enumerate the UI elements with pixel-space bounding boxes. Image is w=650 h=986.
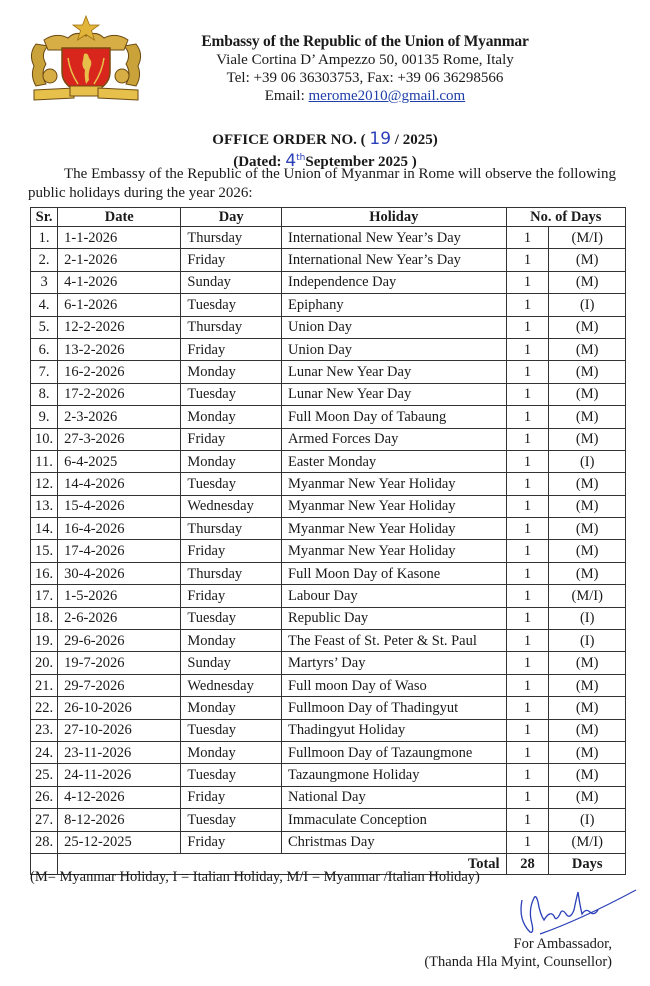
cell-holiday-type: (I) (549, 450, 626, 472)
cell-day-count: 1 (506, 831, 549, 853)
cell-date: 15-4-2026 (58, 495, 181, 517)
cell-holiday: Labour Day (282, 585, 507, 607)
cell-sr: 7. (31, 361, 58, 383)
cell-date: 4-12-2026 (58, 786, 181, 808)
cell-date: 29-7-2026 (58, 674, 181, 696)
cell-holiday-type: (M) (549, 652, 626, 674)
cell-holiday: Christmas Day (282, 831, 507, 853)
office-order-number (0, 130, 650, 149)
table-row (31, 786, 626, 808)
cell-sr: 28. (31, 831, 58, 853)
cell-date: 1-5-2026 (58, 585, 181, 607)
total-unit: Days (549, 853, 626, 874)
table-row (31, 406, 626, 428)
handwritten-signature-icon (500, 880, 640, 940)
cell-holiday-type: (I) (549, 630, 626, 652)
cell-day: Monday (181, 741, 282, 763)
cell-day: Wednesday (181, 674, 282, 696)
cell-sr: 17. (31, 585, 58, 607)
order-title-prefix: OFFICE ORDER NO. ( (212, 132, 370, 148)
cell-date: 6-4-2025 (58, 450, 181, 472)
total-count: 28 (506, 853, 549, 874)
cell-holiday-type: (M) (549, 406, 626, 428)
cell-holiday-type: (M) (549, 786, 626, 808)
cell-holiday: Union Day (282, 338, 507, 360)
cell-day-count: 1 (506, 518, 549, 540)
cell-holiday: Lunar New Year Day (282, 383, 507, 405)
holiday-type-legend: (M= Myanmar Holiday, I = Italian Holiday, M/I = Myanmar /Italian Holiday) (30, 869, 480, 885)
cell-day: Friday (181, 338, 282, 360)
cell-holiday-type: (I) (549, 607, 626, 629)
table-row (31, 674, 626, 696)
cell-date: 17-4-2026 (58, 540, 181, 562)
cell-day: Thursday (181, 518, 282, 540)
cell-holiday: Myanmar New Year Holiday (282, 495, 507, 517)
cell-day-count: 1 (506, 607, 549, 629)
cell-holiday: Fullmoon Day of Thadingyut (282, 697, 507, 719)
handwritten-order-number: 19 (369, 129, 392, 149)
cell-date: 16-2-2026 (58, 361, 181, 383)
embassy-address: Viale Cortina D’ Ampezzo 50, 00135 Rome, Italy (216, 52, 514, 68)
cell-holiday: National Day (282, 786, 507, 808)
total-label: Total (58, 853, 506, 874)
cell-sr: 6. (31, 338, 58, 360)
cell-day: Monday (181, 406, 282, 428)
cell-day: Sunday (181, 652, 282, 674)
cell-day-count: 1 (506, 674, 549, 696)
dated-prefix: (Dated: (233, 154, 286, 170)
holiday-table (30, 207, 626, 875)
embassy-phone-fax: Tel: +39 06 36303753, Fax: +39 06 36298566 (226, 70, 504, 86)
cell-holiday: Martyrs’ Day (282, 652, 507, 674)
cell-date: 29-6-2026 (58, 630, 181, 652)
header-holiday: Holiday (282, 208, 507, 227)
table-row (31, 809, 626, 831)
cell-day: Friday (181, 249, 282, 271)
cell-date: 2-3-2026 (58, 406, 181, 428)
cell-holiday-type: (M) (549, 764, 626, 786)
table-row (31, 271, 626, 293)
cell-holiday-type: (M) (549, 428, 626, 450)
table-row (31, 764, 626, 786)
intro-paragraph: The Embassy of the Republic of the Union of Myanmar in Rome will observe the following public holidays during the year 2026: (28, 166, 616, 201)
cell-date: 1-1-2026 (58, 227, 181, 249)
cell-day-count: 1 (506, 540, 549, 562)
cell-date: 4-1-2026 (58, 271, 181, 293)
cell-holiday-type: (M) (549, 518, 626, 540)
cell-day: Friday (181, 585, 282, 607)
table-row (31, 697, 626, 719)
cell-holiday-type: (M) (549, 383, 626, 405)
cell-day-count: 1 (506, 764, 549, 786)
cell-date: 24-11-2026 (58, 764, 181, 786)
cell-day: Thursday (181, 562, 282, 584)
cell-day-count: 1 (506, 338, 549, 360)
cell-holiday-type: (M) (549, 562, 626, 584)
cell-day-count: 1 (506, 361, 549, 383)
cell-holiday: Full Moon Day of Tabaung (282, 406, 507, 428)
cell-holiday-type: (M) (549, 338, 626, 360)
cell-holiday-type: (M) (549, 249, 626, 271)
cell-holiday-type: (M) (549, 719, 626, 741)
table-row (31, 227, 626, 249)
cell-holiday-type: (M/I) (549, 831, 626, 853)
header-no-of-days: No. of Days (506, 208, 625, 227)
cell-holiday: Easter Monday (282, 450, 507, 472)
cell-date: 14-4-2026 (58, 473, 181, 495)
cell-day: Sunday (181, 271, 282, 293)
cell-day-count: 1 (506, 473, 549, 495)
cell-sr: 5. (31, 316, 58, 338)
cell-day-count: 1 (506, 316, 549, 338)
cell-sr: 3 (31, 271, 58, 293)
cell-date: 27-10-2026 (58, 719, 181, 741)
cell-day: Thursday (181, 316, 282, 338)
table-row (31, 338, 626, 360)
table-row (31, 428, 626, 450)
table-row (31, 562, 626, 584)
cell-holiday: Tazaungmone Holiday (282, 764, 507, 786)
cell-day: Tuesday (181, 473, 282, 495)
table-row (31, 361, 626, 383)
table-row (31, 249, 626, 271)
email-label: Email: (264, 88, 309, 104)
signature-block (424, 935, 612, 971)
cell-day: Tuesday (181, 383, 282, 405)
cell-holiday-type: (M/I) (549, 585, 626, 607)
cell-date: 25-12-2025 (58, 831, 181, 853)
cell-sr: 21. (31, 674, 58, 696)
table-row (31, 294, 626, 316)
cell-sr: 16. (31, 562, 58, 584)
cell-day-count: 1 (506, 630, 549, 652)
cell-day: Wednesday (181, 495, 282, 517)
cell-holiday: Thadingyut Holiday (282, 719, 507, 741)
cell-sr: 15. (31, 540, 58, 562)
cell-sr: 24. (31, 741, 58, 763)
cell-day-count: 1 (506, 383, 549, 405)
cell-day-count: 1 (506, 697, 549, 719)
table-row (31, 495, 626, 517)
cell-sr: 18. (31, 607, 58, 629)
table-row (31, 518, 626, 540)
cell-day-count: 1 (506, 741, 549, 763)
cell-holiday-type: (M) (549, 741, 626, 763)
cell-holiday-type: (I) (549, 809, 626, 831)
cell-day-count: 1 (506, 227, 549, 249)
signatory-name: (Thanda Hla Myint, Counsellor) (424, 954, 612, 970)
cell-day-count: 1 (506, 585, 549, 607)
dated-suffix: September 2025 ) (305, 154, 417, 170)
cell-sr: 22. (31, 697, 58, 719)
cell-sr: 2. (31, 249, 58, 271)
letterhead (150, 33, 580, 105)
cell-date: 6-1-2026 (58, 294, 181, 316)
signatory-for-line: For Ambassador, (513, 936, 612, 952)
cell-date: 13-2-2026 (58, 338, 181, 360)
cell-day: Thursday (181, 227, 282, 249)
cell-day-count: 1 (506, 809, 549, 831)
myanmar-state-seal-icon (26, 14, 146, 106)
table-row (31, 383, 626, 405)
cell-day-count: 1 (506, 271, 549, 293)
cell-holiday: Fullmoon Day of Tazaungmone (282, 741, 507, 763)
cell-holiday-type: (M) (549, 697, 626, 719)
cell-day: Monday (181, 697, 282, 719)
cell-holiday: International New Year’s Day (282, 249, 507, 271)
cell-date: 26-10-2026 (58, 697, 181, 719)
cell-sr: 8. (31, 383, 58, 405)
cell-holiday-type: (M/I) (549, 227, 626, 249)
table-row (31, 473, 626, 495)
email-link[interactable]: merome2010@gmail.com (308, 88, 466, 104)
cell-holiday: Immaculate Conception (282, 809, 507, 831)
cell-day: Monday (181, 361, 282, 383)
cell-day-count: 1 (506, 294, 549, 316)
cell-holiday-type: (I) (549, 294, 626, 316)
handwritten-day-suffix: th (296, 153, 306, 163)
cell-day: Friday (181, 428, 282, 450)
table-row (31, 719, 626, 741)
cell-day-count: 1 (506, 719, 549, 741)
cell-day: Monday (181, 630, 282, 652)
cell-day-count: 1 (506, 249, 549, 271)
table-row (31, 585, 626, 607)
cell-holiday: Republic Day (282, 607, 507, 629)
table-row (31, 652, 626, 674)
cell-date: 23-11-2026 (58, 741, 181, 763)
cell-day: Tuesday (181, 294, 282, 316)
cell-sr: 10. (31, 428, 58, 450)
cell-holiday-type: (M) (549, 674, 626, 696)
cell-sr: 11. (31, 450, 58, 472)
cell-day-count: 1 (506, 428, 549, 450)
cell-holiday: Independence Day (282, 271, 507, 293)
table-row (31, 831, 626, 853)
table-row (31, 607, 626, 629)
cell-holiday: Armed Forces Day (282, 428, 507, 450)
cell-sr: 25. (31, 764, 58, 786)
header-date: Date (58, 208, 181, 227)
embassy-name: Embassy of the Republic of the Union of Myanmar (201, 33, 529, 50)
cell-day: Friday (181, 831, 282, 853)
handwritten-day: 4 (285, 151, 297, 171)
cell-date: 27-3-2026 (58, 428, 181, 450)
cell-day: Monday (181, 450, 282, 472)
cell-holiday-type: (M) (549, 271, 626, 293)
cell-day-count: 1 (506, 495, 549, 517)
cell-holiday-type: (M) (549, 495, 626, 517)
cell-holiday: Myanmar New Year Holiday (282, 540, 507, 562)
cell-holiday-type: (M) (549, 540, 626, 562)
embassy-email-line (150, 87, 580, 105)
cell-date: 2-6-2026 (58, 607, 181, 629)
cell-holiday: Myanmar New Year Holiday (282, 473, 507, 495)
cell-holiday-type: (M) (549, 361, 626, 383)
cell-sr: 4. (31, 294, 58, 316)
cell-sr: 23. (31, 719, 58, 741)
cell-holiday: Lunar New Year Day (282, 361, 507, 383)
table-row (31, 450, 626, 472)
cell-holiday-type: (M) (549, 473, 626, 495)
cell-day-count: 1 (506, 786, 549, 808)
cell-holiday: Union Day (282, 316, 507, 338)
cell-date: 2-1-2026 (58, 249, 181, 271)
cell-sr: 1. (31, 227, 58, 249)
cell-holiday: Full moon Day of Waso (282, 674, 507, 696)
cell-sr: 9. (31, 406, 58, 428)
cell-holiday-type: (M) (549, 316, 626, 338)
header-day: Day (181, 208, 282, 227)
cell-day: Tuesday (181, 607, 282, 629)
cell-day-count: 1 (506, 450, 549, 472)
table-header-row (31, 208, 626, 227)
cell-date: 17-2-2026 (58, 383, 181, 405)
cell-sr: 19. (31, 630, 58, 652)
cell-holiday: Epiphany (282, 294, 507, 316)
header-sr: Sr. (31, 208, 58, 227)
cell-day: Tuesday (181, 809, 282, 831)
cell-sr: 14. (31, 518, 58, 540)
cell-date: 8-12-2026 (58, 809, 181, 831)
table-row (31, 630, 626, 652)
cell-day: Tuesday (181, 719, 282, 741)
table-row (31, 741, 626, 763)
cell-day: Friday (181, 786, 282, 808)
cell-day-count: 1 (506, 406, 549, 428)
cell-sr: 12. (31, 473, 58, 495)
cell-sr: 13. (31, 495, 58, 517)
order-title-suffix: / 2025) (391, 132, 438, 148)
cell-sr: 20. (31, 652, 58, 674)
cell-holiday: Myanmar New Year Holiday (282, 518, 507, 540)
cell-date: 12-2-2026 (58, 316, 181, 338)
cell-date: 19-7-2026 (58, 652, 181, 674)
cell-holiday: Full Moon Day of Kasone (282, 562, 507, 584)
cell-sr: 27. (31, 809, 58, 831)
cell-day-count: 1 (506, 562, 549, 584)
table-row (31, 540, 626, 562)
cell-sr: 26. (31, 786, 58, 808)
cell-date: 30-4-2026 (58, 562, 181, 584)
cell-holiday: International New Year’s Day (282, 227, 507, 249)
cell-holiday: The Feast of St. Peter & St. Paul (282, 630, 507, 652)
cell-date: 16-4-2026 (58, 518, 181, 540)
table-row (31, 316, 626, 338)
cell-day: Tuesday (181, 764, 282, 786)
cell-day: Friday (181, 540, 282, 562)
cell-day-count: 1 (506, 652, 549, 674)
